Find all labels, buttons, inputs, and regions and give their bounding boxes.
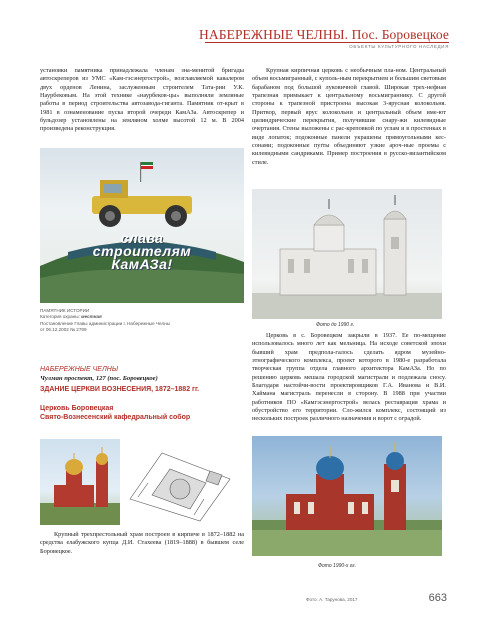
church-photo-1990s — [252, 436, 442, 556]
text-right-top: Крупная кирпичная церковь с необычным пла-ном. Центральный объем восьмигранный, с куполь-ным перекрытием и большим световым барабаном под большой луковичной главой. Широкая трех-нефная трапезная примыкает к центральному восьмиграннику. С другой стороны к трапезной пристроена высокая 3-ярусная колокольня. Притвор, первый ярус колокольни и центральный объем име-ют цилиндрические перекрытия, получившие снару-жи килевидные очертания. Стены выложены с рас-креповкой по углам и в простенках в виде лопаток; подоконные панели украшены прямоугольными кес-сонами; подоконные пуґты объединяют узкие арoч-ные проемы с килевидными сандриками. Пример построения в русско-византийском стиле. — [252, 67, 446, 166]
text-left-bottom: Крупный трехпрестольный храм построен в кирпиче в 1872–1882 на средства елабужского купца Д.И. Стахеева (1819–1888) в бывшем селе Боровецкое. — [40, 531, 244, 555]
section-name-2: Свято-Вознесенский кафедральный собор — [40, 414, 191, 421]
photo-caption-old: Фото до 1990 г. — [316, 322, 355, 328]
photo-credit: Фото: А. Тарунова, 2017 — [306, 597, 358, 602]
info-value: местная — [81, 314, 102, 320]
monument-sign-line2: строителям — [92, 243, 192, 259]
section-name-1: Церковь Боровецкая — [40, 405, 114, 412]
monument-sign-line3: КамАЗа! — [111, 256, 173, 272]
info-line1: ПАМЯТНИК ИСТОРИИ — [40, 308, 90, 313]
text-right-mid: Церковь в с. Боровецком закрыли в 1937. Ее по-мещение использовалось много лет как мельница. На исходе советской эпохи бывший храм предпола-галось сделать ядром музейно-этнографического комплекса, проект которого в 1980-е разработала творческая группа отдела главного архитектора КамАЗа. Но по решению церковь мешала городской магистрали и подлежала сносу. Благодаря настойчи-вости проектировщиков Г.А. Иванова и В.И. Хаймана магистраль перенесли в сторону. В 1988 при участии работников ПО «Камгэсэнергострой» велась реставрация храма и обустройство его территории. Сло-жился комплекс, состоящий из нескольких построек различного назначения и ворот с оградой. — [252, 332, 446, 423]
monument-photo — [40, 148, 244, 303]
info-line4: от 06.12.2002 № 2799 — [40, 327, 87, 333]
header-title-main: НАБЕРЕЖНЫЕ ЧЕЛНЫ. — [199, 27, 349, 42]
section-address: Чулман проспект, 127 (пос. Боровецкое) — [40, 375, 158, 382]
photo-caption-1990s: Фото 1990-х гг. — [318, 563, 357, 569]
page-number: 663 — [428, 592, 447, 604]
church-floor-plan — [122, 439, 238, 525]
info-line3: Постановление Главы администрации г. Набережные Челны — [40, 320, 170, 326]
header-title-sub: Пос. Боровецкое — [348, 27, 449, 42]
section-heading: ЗДАНИЕ ЦЕРКВИ ВОЗНЕСЕНИЯ, 1872–1882 гг. — [40, 386, 200, 393]
header-rule — [205, 42, 449, 43]
monument-sign — [70, 232, 214, 271]
monument-sign-line1: слава — [120, 230, 164, 246]
church-photo-old — [252, 189, 442, 319]
page-header-title — [199, 27, 449, 43]
text-left-top: установки памятника принадлежала членам зна-менитой бригады автоскреперов из УМС «Кам-гэсэнергострой», возглавляемой кавалером двух орденов Ленина, заслуженным строителем Тата-рии У.К. Наурбековым. На этой технике «наурбеков-цы» выполняли земляные работы в период строительства автозавода-гиганта. Памятник от-крыт в 1981 в ознаменование пуска второй очереди КамАЗа. Автоскрепер и бульдозер установлены на земляном холме высотой 12 м. В 2004 произведена реконструкция. — [40, 67, 244, 133]
header-subtitle: ОБЪЕКТЫ КУЛЬТУРНОГО НАСЛЕДИЯ — [349, 44, 449, 49]
info-label: Категория охраны: — [40, 314, 82, 320]
heritage-info — [40, 308, 244, 334]
church-photo-small — [40, 439, 120, 525]
section-city: НАБЕРЕЖНЫЕ ЧЕЛНЫ — [40, 366, 119, 373]
